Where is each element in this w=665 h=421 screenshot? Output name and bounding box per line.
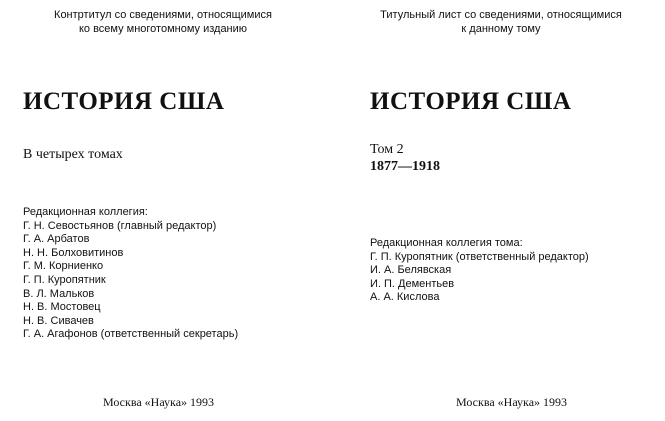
left-board-member: Г. Н. Севостьянов (главный редактор) [23,219,217,232]
left-page [0,0,332,421]
left-board-member: Н. В. Сивачев [23,314,94,327]
left-board-member: Г. А. Арбатов [23,233,90,246]
right-note-line: к данному тому [461,23,541,35]
right-board-label: Редакционная коллегия тома: [370,237,523,249]
volume-years: 1877—1918 [370,159,440,174]
right-page [333,0,665,421]
left-board-member: Г. А. Агафонов (ответственный секретарь) [23,328,239,341]
right-board-member: И. П. Дементьев [370,277,455,290]
right-board-member: И. А. Белявская [370,264,452,277]
left-note-line: Контртитул со сведениями, относящимися [54,9,272,21]
left-board-label: Редакционная коллегия: [23,206,148,218]
left-page-note [28,8,298,36]
right-page-imprint: Москва «Наука» 1993 [456,395,568,409]
right-board-member: Г. П. Куропятник (ответственный редактор) [370,250,589,263]
right-page-title: ИСТОРИЯ США [370,88,572,115]
left-board-member: В. Л. Мальков [23,287,95,300]
right-page-note [361,8,641,36]
left-board-member: Н. Н. Болховитинов [23,246,124,259]
volume-info [370,141,440,175]
left-board-member: Г. П. Куропятник [23,273,106,286]
left-editorial-board [23,206,238,342]
left-page-imprint: Москва «Наука» 1993 [103,395,215,409]
left-note-line: ко всему многотомному изданию [78,23,248,35]
volume-number: Том 2 [370,142,404,157]
right-board-member: А. А. Кислова [370,291,440,304]
right-note-line: Титульный лист со сведениями, относящимися [380,9,622,21]
left-page-title: ИСТОРИЯ США [23,88,225,115]
left-page-subtitle: В четырех томах [23,147,123,162]
left-board-member: Г. М. Корниенко [23,260,104,273]
left-board-member: Н. В. Мостовец [23,301,101,314]
right-editorial-board [370,237,589,305]
